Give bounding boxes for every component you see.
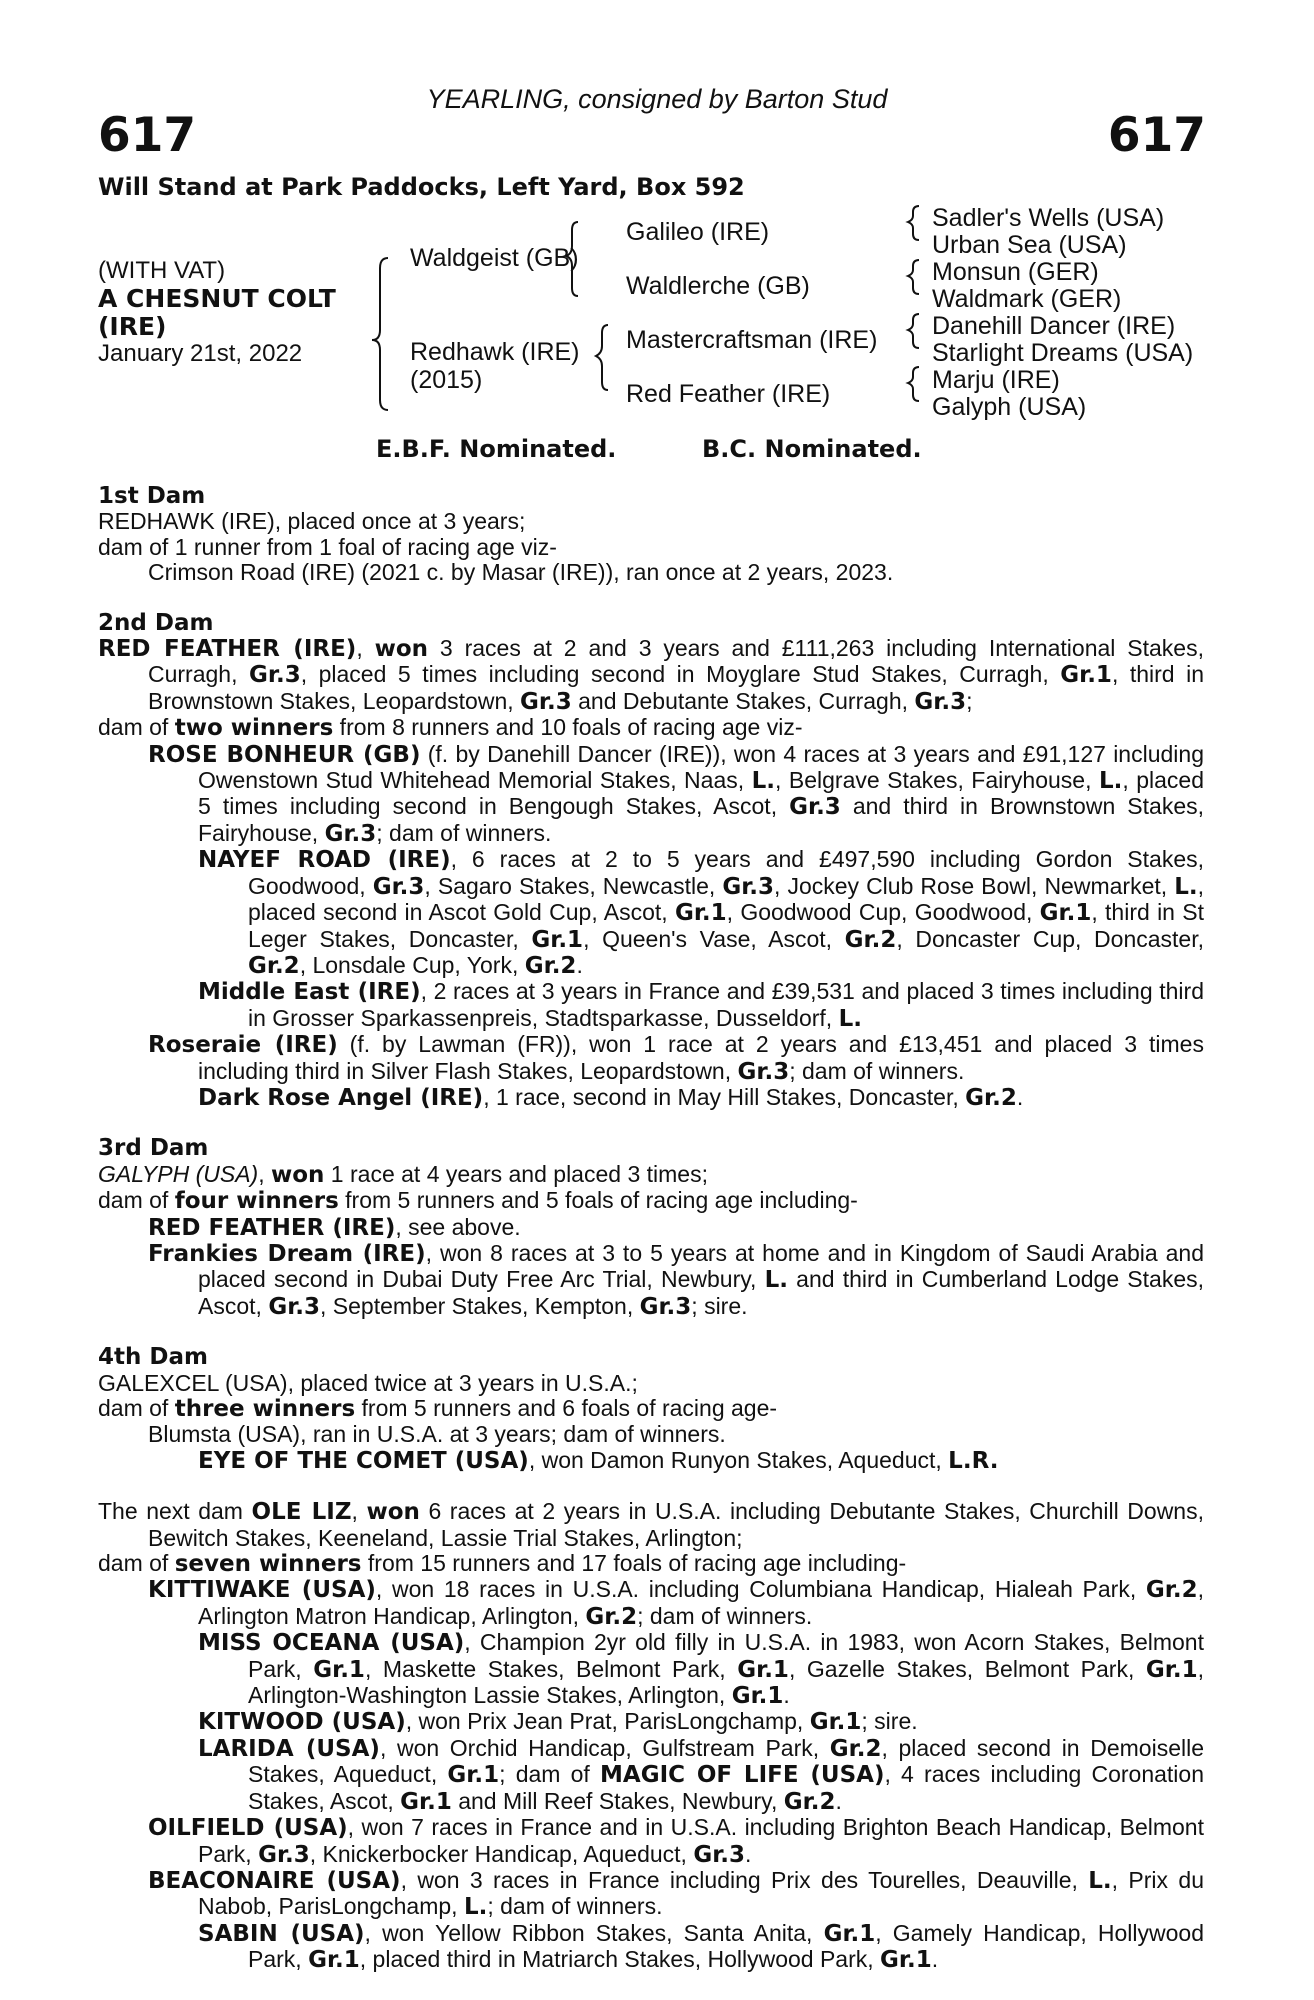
- text-run: Gr.1: [400, 1788, 452, 1815]
- text-run: (f. by Danehill Dancer (IRE)), won 4 races at 3 years and £91,127 including Owenstown Stud Whitehead Memorial Stakes, Naas,: [198, 740, 1204, 794]
- text-run: , Champion 2yr old filly in U.S.A. in 1983, won Acorn Stakes, Belmont Park,: [248, 1629, 1204, 1682]
- dam-name: Redhawk (IRE): [410, 338, 580, 366]
- produce-entry: [98, 1921, 1204, 1974]
- produce-record: [98, 484, 1204, 1974]
- produce-entry: [98, 1499, 1204, 1551]
- text-run: and Debutante Stakes, Curragh,: [571, 687, 915, 714]
- great-grandparent-7: Marju (IRE): [932, 366, 1060, 394]
- text-run: Gr.3: [639, 1293, 692, 1320]
- text-run: L.R.: [948, 1447, 999, 1474]
- text-run: , Doncaster Cup, Doncaster,: [896, 925, 1204, 952]
- stand-location: Will Stand at Park Paddocks, Left Yard, Box 592: [98, 173, 745, 201]
- text-run: KITWOOD (USA): [198, 1709, 406, 1736]
- text-run: Gr.2: [585, 1603, 638, 1630]
- text-run: from 15 runners and 17 foals of racing age including-: [361, 1550, 907, 1577]
- text-run: , Queen's Vase, Ascot,: [583, 925, 845, 952]
- text-run: L.: [751, 768, 776, 795]
- sire-dam-name: Waldlerche (GB): [626, 272, 810, 300]
- text-run: Gr.1: [880, 1947, 932, 1974]
- horse-name-line1: A CHESNUT COLT: [98, 284, 336, 313]
- produce-entry: [98, 1736, 1204, 1815]
- text-run: 6 races at 2 years in U.S.A. including Debutante Stakes, Churchill Downs, Bewitch Stakes, Keeneland, Lassie Trial Stakes, Arlington;: [148, 1498, 1204, 1551]
- text-run: Gr.2: [965, 1084, 1017, 1111]
- text-run: , won 3 races in France including Prix des Tourelles, Deauville,: [400, 1866, 1089, 1893]
- text-run: won: [374, 636, 429, 663]
- text-run: , placed 5 times including second in Bengough Stakes, Ascot,: [198, 767, 1204, 820]
- great-grandparent-3: Monsun (GER): [932, 258, 1099, 286]
- text-run: , Lonsdale Cup, York,: [299, 951, 525, 978]
- text-run: Gr.1: [674, 900, 727, 927]
- text-run: Gr.1: [531, 926, 584, 953]
- text-run: , won 18 races in U.S.A. including Columbiana Handicap, Hialeah Park,: [375, 1576, 1146, 1603]
- text-run: dam of: [98, 714, 175, 741]
- produce-entry: [98, 560, 1204, 585]
- text-run: Frankies Dream (IRE): [148, 1240, 426, 1267]
- text-run: , won Prix Jean Prat, ParisLongchamp,: [405, 1708, 810, 1735]
- great-grandparent-2: Urban Sea (USA): [932, 231, 1127, 259]
- text-run: , won Damon Runyon Stakes, Aqueduct,: [528, 1446, 949, 1473]
- text-run: ,: [356, 635, 375, 662]
- text-run: MAGIC OF LIFE (USA): [600, 1762, 885, 1789]
- section-gap: [98, 1111, 1204, 1136]
- text-run: .: [835, 1787, 842, 1814]
- produce-entry: [98, 979, 1204, 1032]
- great-grandparent-4: Waldmark (GER): [932, 285, 1122, 313]
- text-run: , won Orchid Handicap, Gulfstream Park,: [379, 1734, 830, 1761]
- text-run: dam of: [98, 1187, 175, 1214]
- section-title: 4th Dam: [98, 1344, 208, 1371]
- text-run: two winners: [174, 715, 334, 742]
- produce-entry: [98, 1709, 1204, 1735]
- produce-entry: [98, 847, 1204, 979]
- text-run: ;: [966, 687, 973, 714]
- text-run: , placed second in Ascot Gold Cup, Ascot,: [248, 872, 1204, 926]
- produce-entry: [98, 715, 1204, 741]
- text-run: Gr.2: [248, 952, 300, 979]
- text-run: dam of: [98, 1395, 175, 1421]
- text-run: .: [1016, 1083, 1024, 1110]
- text-run: Gr.1: [308, 1947, 360, 1974]
- text-run: from 5 runners and 6 foals of racing age-: [355, 1395, 778, 1421]
- text-run: ,: [351, 1498, 367, 1525]
- text-run: ; sire.: [861, 1708, 918, 1735]
- foaling-date: January 21st, 2022: [98, 340, 303, 367]
- dam-dam-name: Red Feather (IRE): [626, 380, 831, 408]
- text-run: Gr.2: [1145, 1577, 1198, 1604]
- text-run: and third in Cumberland Lodge Stakes, Ascot,: [198, 1266, 1205, 1319]
- text-run: , 1 race, second in May Hill Stakes, Doncaster,: [483, 1083, 966, 1110]
- text-run: , Arlington Matron Handicap, Arlington,: [198, 1576, 1204, 1629]
- text-run: L.: [1098, 768, 1123, 795]
- horse-name-line2: (IRE): [98, 312, 167, 341]
- text-run: BEACONAIRE (USA): [148, 1867, 401, 1894]
- text-run: GALEXCEL (USA), placed twice at 3 years in U.S.A.;: [98, 1369, 638, 1396]
- text-run: Gr.1: [737, 1656, 789, 1683]
- section-gap: [98, 1474, 1204, 1499]
- text-run: ; dam of winners.: [487, 1893, 663, 1920]
- text-run: , Goodwood Cup, Goodwood,: [726, 899, 1040, 926]
- text-run: , Sagaro Stakes, Newcastle,: [424, 872, 723, 899]
- section-gap: [98, 586, 1204, 611]
- produce-entry: [98, 1162, 1204, 1188]
- lot-number-left: 617: [98, 108, 197, 163]
- text-run: 1 race at 4 years and placed 3 times;: [324, 1160, 708, 1187]
- great-grandparent-1: Sadler's Wells (USA): [932, 204, 1165, 232]
- produce-entry: [98, 1371, 1204, 1396]
- text-run: ; dam of winners.: [789, 1057, 965, 1084]
- text-run: ; sire.: [691, 1292, 748, 1319]
- produce-entry: [98, 742, 1204, 848]
- text-run: , third in Brownstown Stakes, Leopardstown,: [148, 661, 1205, 714]
- great-grandparent-8: Galyph (USA): [932, 393, 1087, 421]
- text-run: Gr.1: [313, 1656, 365, 1683]
- text-run: ; dam of winners.: [637, 1602, 813, 1629]
- produce-entry: [98, 1815, 1204, 1868]
- text-run: seven winners: [174, 1551, 362, 1578]
- vat-note: (WITH VAT): [98, 257, 226, 284]
- text-run: , see above.: [395, 1213, 521, 1240]
- text-run: EYE OF THE COMET (USA): [198, 1447, 529, 1474]
- text-run: Gr.3: [268, 1293, 320, 1320]
- text-run: Roseraie (IRE): [148, 1032, 338, 1059]
- produce-entry: [98, 509, 1204, 534]
- text-run: , 6 races at 2 to 5 years and £497,590 including Gordon Stakes, Goodwood,: [248, 846, 1205, 899]
- text-run: The next dam: [98, 1498, 252, 1525]
- text-run: L.: [764, 1267, 788, 1294]
- text-run: Gr.1: [823, 1920, 876, 1947]
- text-run: Dark Rose Angel (IRE): [198, 1084, 484, 1111]
- produce-entry: [98, 1241, 1204, 1320]
- text-run: NAYEF ROAD (IRE): [198, 847, 451, 874]
- text-run: .: [745, 1840, 752, 1867]
- text-run: Gr.2: [783, 1788, 836, 1815]
- produce-entry: [98, 1085, 1204, 1111]
- text-run: , placed 5 times including second in Moyglare Stud Stakes, Curragh,: [300, 661, 1061, 688]
- text-run: from 8 runners and 10 foals of racing age viz-: [333, 714, 803, 741]
- text-run: LARIDA (USA): [198, 1735, 380, 1762]
- section-title: 1st Dam: [98, 483, 206, 509]
- produce-entry: [98, 1215, 1204, 1241]
- produce-entry: [98, 1396, 1204, 1422]
- text-run: ; dam of: [499, 1761, 601, 1788]
- text-run: Gr.2: [829, 1735, 882, 1762]
- text-run: , 4 races including Coronation Stakes, Ascot,: [248, 1761, 1205, 1814]
- text-run: L.: [1174, 873, 1198, 900]
- text-run: dam of: [98, 1550, 175, 1577]
- text-run: ,: [258, 1160, 271, 1187]
- text-run: , placed third in Matriarch Stakes, Hollywood Park,: [359, 1946, 881, 1973]
- consignment-line: YEARLING, consigned by Barton Stud: [426, 84, 888, 114]
- text-run: L.: [838, 1005, 862, 1032]
- text-run: Gr.1: [1145, 1656, 1198, 1683]
- produce-entry: [98, 1630, 1204, 1709]
- produce-entry: [98, 1868, 1204, 1921]
- text-run: three winners: [174, 1396, 356, 1422]
- text-run: OILFIELD (USA): [148, 1815, 348, 1842]
- text-run: and Mill Reef Stakes, Newbury,: [451, 1787, 784, 1814]
- text-run: four winners: [174, 1188, 339, 1215]
- text-run: Gr.3: [372, 873, 425, 900]
- text-run: ; dam of winners.: [376, 819, 552, 846]
- text-run: Middle East (IRE): [198, 979, 421, 1006]
- text-run: , Gazelle Stakes, Belmont Park,: [788, 1655, 1146, 1682]
- text-run: .: [931, 1946, 939, 1973]
- text-run: , won 7 races in France and in U.S.A. including Brighton Beach Handicap, Belmont Park,: [198, 1814, 1204, 1867]
- text-run: ROSE BONHEUR (GB): [148, 741, 421, 768]
- ebf-nomination: E.B.F. Nominated.: [376, 435, 617, 463]
- text-run: KITTIWAKE (USA): [148, 1577, 376, 1604]
- text-run: won: [366, 1499, 420, 1526]
- produce-entry: [98, 1448, 1204, 1474]
- produce-entry: [98, 1577, 1204, 1630]
- lot-number-right: 617: [1107, 108, 1206, 163]
- text-run: , won 8 races at 3 to 5 years at home and in Kingdom of Saudi Arabia and placed second in Dubai Duty Free Arc Trial, Newbury,: [198, 1239, 1205, 1293]
- text-run: won: [270, 1161, 325, 1188]
- text-run: Crimson Road (IRE) (2021 c. by Masar (IRE)), ran once at 2 years, 2023.: [148, 559, 894, 586]
- text-run: , Arlington-Washington Lassie Stakes, Arlington,: [248, 1655, 1204, 1709]
- text-run: , Jockey Club Rose Bowl, Newmarket,: [774, 872, 1175, 899]
- text-run: Gr.3: [789, 794, 841, 821]
- text-run: Gr.1: [447, 1762, 500, 1789]
- text-run: , third in St Leger Stakes, Doncaster,: [248, 899, 1204, 952]
- text-run: Gr.1: [1060, 662, 1112, 689]
- text-run: dam of 1 runner from 1 foal of racing age viz-: [98, 533, 557, 560]
- text-run: , Belgrave Stakes, Fairyhouse,: [775, 767, 1099, 794]
- text-run: Gr.3: [914, 688, 967, 715]
- produce-entry: [98, 1551, 1204, 1577]
- text-run: Gr.3: [520, 688, 572, 715]
- text-run: Gr.3: [249, 662, 301, 689]
- dam-sire-name: Mastercraftsman (IRE): [626, 326, 878, 354]
- text-run: from 5 runners and 5 foals of racing age including-: [338, 1187, 858, 1214]
- text-run: .: [576, 951, 583, 978]
- text-run: Gr.2: [524, 952, 577, 979]
- produce-entry: [98, 535, 1204, 560]
- text-run: Gr.3: [737, 1058, 790, 1085]
- text-run: , 2 races at 3 years in France and £39,531 and placed 3 times including third in Grosser Sparkassenpreis, Stadtsparkasse, Dusseldorf,: [248, 978, 1204, 1031]
- great-grandparent-5: Danehill Dancer (IRE): [932, 312, 1176, 340]
- sire-sire-name: Galileo (IRE): [626, 218, 770, 246]
- text-run: 3 races at 2 and 3 years and £111,263 including International Stakes, Curragh,: [148, 635, 1204, 688]
- text-run: .: [783, 1682, 790, 1709]
- great-grandparent-6: Starlight Dreams (USA): [932, 339, 1194, 367]
- produce-entry: [98, 1188, 1204, 1214]
- text-run: Gr.3: [324, 820, 377, 847]
- produce-entry: [98, 1032, 1204, 1085]
- text-run: Blumsta (USA), ran in U.S.A. at 3 years; dam of winners.: [148, 1421, 726, 1448]
- text-run: SABIN (USA): [198, 1920, 365, 1947]
- section-title: 3rd Dam: [98, 1135, 209, 1162]
- text-run: , won Yellow Ribbon Stakes, Santa Anita,: [364, 1919, 824, 1946]
- text-run: , Maskette Stakes, Belmont Park,: [364, 1655, 738, 1682]
- section-title: 2nd Dam: [98, 609, 214, 636]
- text-run: , Gamely Handicap, Hollywood Park,: [248, 1919, 1204, 1973]
- text-run: , September Stakes, Kempton,: [320, 1292, 640, 1319]
- text-run: Gr.1: [1039, 900, 1092, 927]
- text-run: OLE LIZ: [251, 1499, 352, 1526]
- text-run: RED FEATHER (IRE): [148, 1214, 396, 1241]
- text-run: RED FEATHER (IRE): [98, 636, 357, 663]
- text-run: Gr.1: [809, 1709, 862, 1736]
- sire-name: Waldgeist (GB): [410, 244, 579, 272]
- text-run: , placed second in Demoiselle Stakes, Aqueduct,: [248, 1734, 1204, 1788]
- text-run: and third in Brownstown Stakes, Fairyhouse,: [198, 793, 1204, 846]
- section-gap: [98, 1320, 1204, 1345]
- text-run: Gr.3: [722, 873, 774, 900]
- dam-year: (2015): [410, 366, 483, 394]
- text-run: , Knickerbocker Handicap, Aqueduct,: [309, 1840, 694, 1867]
- produce-entry: [98, 636, 1204, 715]
- text-run: GALYPH (USA): [98, 1160, 259, 1187]
- text-run: MISS OCEANA (USA): [198, 1630, 465, 1657]
- text-run: Gr.1: [731, 1683, 784, 1710]
- text-run: L.: [1088, 1867, 1112, 1894]
- text-run: L.: [463, 1894, 488, 1921]
- bc-nomination: B.C. Nominated.: [702, 435, 922, 463]
- text-run: (f. by Lawman (FR)), won 1 race at 2 years and £13,451 and placed 3 times including third in Silver Flash Stakes, Leopardstown,: [198, 1031, 1204, 1084]
- text-run: , Prix du Nabob, ParisLongchamp,: [198, 1866, 1204, 1920]
- text-run: Gr.3: [258, 1841, 310, 1868]
- text-run: Gr.3: [693, 1841, 746, 1868]
- text-run: REDHAWK (IRE), placed once at 3 years;: [98, 508, 526, 535]
- produce-entry: [98, 1422, 1204, 1447]
- text-run: Gr.2: [844, 926, 897, 953]
